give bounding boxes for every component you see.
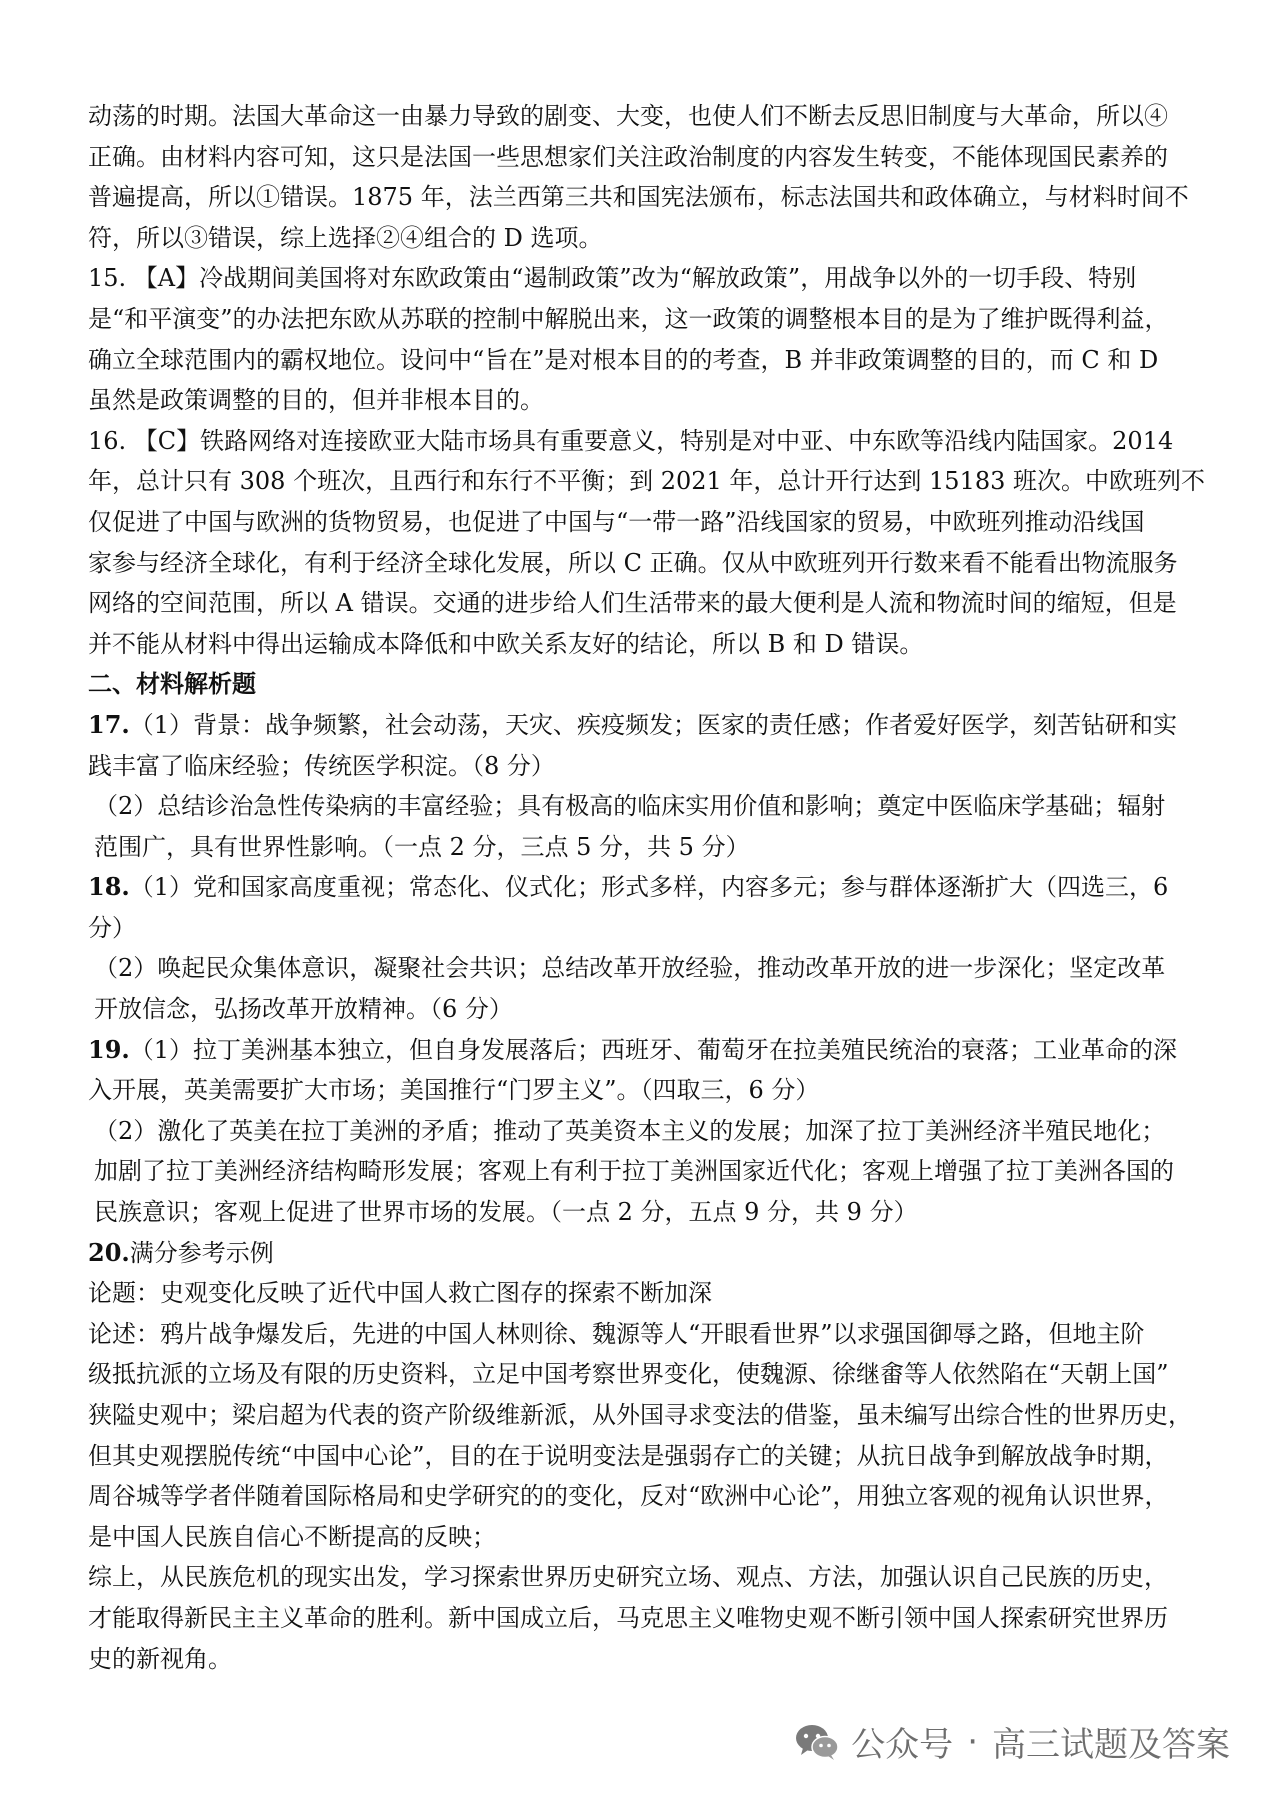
- paragraph-q14-continued: [88, 96, 1220, 258]
- text-line: 仅促进了中国与欧洲的货物贸易，也促进了中国与“一带一路”沿线国家的贸易，中欧班列推动沿线国: [88, 507, 1145, 536]
- watermark-account: 高三试题及答案: [992, 1725, 1230, 1765]
- watermark-separator: ·: [967, 1721, 978, 1762]
- paragraph-q20-argument: [88, 1314, 1220, 1558]
- text-line: 加剧了拉丁美洲经济结构畸形发展；客观上有利于拉丁美洲国家近代化；客观上增强了拉丁美洲各国的: [94, 1157, 1174, 1186]
- text-line: 正确。由材料内容可知，这只是法国一些思想家们关注政治制度的内容发生转变，不能体现国民素养的: [88, 142, 1168, 171]
- question-number: 19.: [88, 1034, 130, 1064]
- paragraph-q19-part1: [88, 1030, 1220, 1111]
- text-line: 15. 【A】冷战期间美国将对东欧政策由“遏制政策”改为“解放政策”，用战争以外的一切手段、特别: [88, 264, 1137, 293]
- wechat-icon: [793, 1722, 841, 1762]
- text-line: 16. 【C】铁路网络对连接欧亚大陆市场具有重要意义，特别是对中亚、中东欧等沿线内陆国家。2014: [88, 426, 1174, 455]
- text-line: 范围广，具有世界性影响。（一点 2 分，三点 5 分，共 5 分）: [94, 832, 750, 861]
- text-line: 动荡的时期。法国大革命这一由暴力导致的剧变、大变，也使人们不断去反思旧制度与大革命，所以④: [88, 102, 1168, 130]
- section-title: 二、材料解析题: [88, 669, 256, 699]
- text-line: 史的新视角。: [88, 1644, 232, 1673]
- text-line: 入开展，英美需要扩大市场；美国推行“门罗主义”。（四取三，6 分）: [88, 1076, 820, 1105]
- text-line: 确立全球范围内的霸权地位。设问中“旨在”是对根本目的的考查，B 并非政策调整的目的，而 C 和 D: [88, 345, 1159, 374]
- text-line: 才能取得新民主主义革命的胜利。新中国成立后，马克思主义唯物史观不断引领中国人探索研究世界历: [88, 1603, 1168, 1632]
- text-line: 是中国人民族自信心不断提高的反映；: [88, 1522, 496, 1551]
- paragraph-q19-part2: [88, 1111, 1220, 1233]
- text-line: 符，所以③错误，综上选择②④组合的 D 选项。: [88, 223, 603, 252]
- paragraph-q20-thesis: 论题：史观变化反映了近代中国人救亡图存的探索不断加深: [88, 1279, 712, 1308]
- text-line: （1）党和国家高度重视；常态化、仪式化；形式多样，内容多元；参与群体逐渐扩大（四选三，6: [129, 873, 1169, 902]
- text-line: 狭隘史观中；梁启超为代表的资产阶级维新派，从外国寻求变法的借鉴，虽未编写出综合性的世界历史，: [88, 1401, 1192, 1429]
- text-line: （1）背景：战争频繁，社会动荡，天灾、疾疫频发；医家的责任感；作者爱好医学，刻苦钻研和实: [129, 710, 1178, 739]
- text-line: 但其史观摆脱传统“中国中心论”，目的在于说明变法是强弱存亡的关键；从抗日战争到解放战争时期，: [88, 1441, 1169, 1470]
- question-number: 20.: [88, 1237, 130, 1267]
- text-line: 家参与经济全球化，有利于经济全球化发展，所以 C 正确。仅从中欧班列开行数来看不能看出物流服务: [88, 548, 1178, 577]
- question-number: 18.: [88, 872, 130, 902]
- text-line: （2）唤起民众集体意识，凝聚社会共识；总结改革开放经验，推动改革开放的进一步深化；坚定改革: [94, 954, 1166, 983]
- paragraph-q18-part2: [88, 948, 1220, 1029]
- q20-title: 满分参考示例: [129, 1238, 274, 1267]
- text-line: （2）总结诊治急性传染病的丰富经验；具有极高的临床实用价值和影响；奠定中医临床学基础；辐射: [94, 792, 1166, 821]
- text-line: 践丰富了临床经验；传统医学积淀。（8 分）: [88, 751, 555, 780]
- text-line: 民族意识；客观上促进了世界市场的发展。（一点 2 分，五点 9 分，共 9 分）: [94, 1198, 918, 1227]
- text-line: （2）激化了英美在拉丁美洲的矛盾；推动了英美资本主义的发展；加深了拉丁美洲经济半殖民地化；: [94, 1116, 1166, 1145]
- text-line: （1）拉丁美洲基本独立，但自身发展落后；西班牙、葡萄牙在拉美殖民统治的衰落；工业革命的深: [129, 1035, 1178, 1064]
- paragraph-q15: [88, 258, 1220, 420]
- text-line: 综上，从民族危机的现实出发，学习探索世界历史研究立场、观点、方法，加强认识自己民族的历史，: [88, 1563, 1168, 1592]
- text-line: 论述：鸦片战争爆发后，先进的中国人林则徐、魏源等人“开眼看世界”以求强国御辱之路，但地主阶: [88, 1319, 1145, 1348]
- watermark-platform: 公众号: [851, 1725, 954, 1765]
- paragraph-q17-part1: [88, 705, 1220, 786]
- text-line: 并不能从材料中得出运输成本降低和中欧关系友好的结论，所以 B 和 D 错误。: [88, 629, 924, 658]
- paragraph-q20-summary: [88, 1557, 1220, 1679]
- text-line: 级抵抗派的立场及有限的历史资料，立足中国考察世界变化，使魏源、徐继畬等人依然陷在“天朝上国”: [88, 1360, 1169, 1389]
- watermark: [793, 1717, 1230, 1766]
- text-line: 虽然是政策调整的目的，但并非根本目的。: [88, 386, 544, 415]
- text-line: 网络的空间范围，所以 A 错误。交通的进步给人们生活带来的最大便利是人流和物流时间的缩短，但是: [88, 589, 1177, 618]
- paragraph-q17-part2: [88, 786, 1220, 867]
- paragraph-q18-part1: [88, 867, 1220, 948]
- question-number: 17.: [88, 709, 130, 739]
- paragraph-q20-heading: [88, 1233, 1220, 1274]
- paragraph-q16: [88, 421, 1220, 665]
- text-line: 是“和平演变”的办法把东欧从苏联的控制中解脱出来，这一政策的调整根本目的是为了维护既得利益，: [88, 304, 1169, 333]
- text-line: 周谷城等学者伴随着国际格局和史学研究的的变化，反对“欧洲中心论”，用独立客观的视角认识世界，: [88, 1482, 1169, 1511]
- text-line: 普遍提高，所以①错误。1875 年，法兰西第三共和国宪法颁布，标志法国共和政体确立，与材料时间不: [88, 183, 1189, 212]
- text-line: 开放信念，弘扬改革开放精神。（6 分）: [94, 995, 513, 1024]
- text-line: 分）: [88, 913, 136, 942]
- text-line: 年，总计只有 308 个班次，且西行和东行不平衡；到 2021 年，总计开行达到 15183 班次。中欧班列不: [88, 467, 1206, 496]
